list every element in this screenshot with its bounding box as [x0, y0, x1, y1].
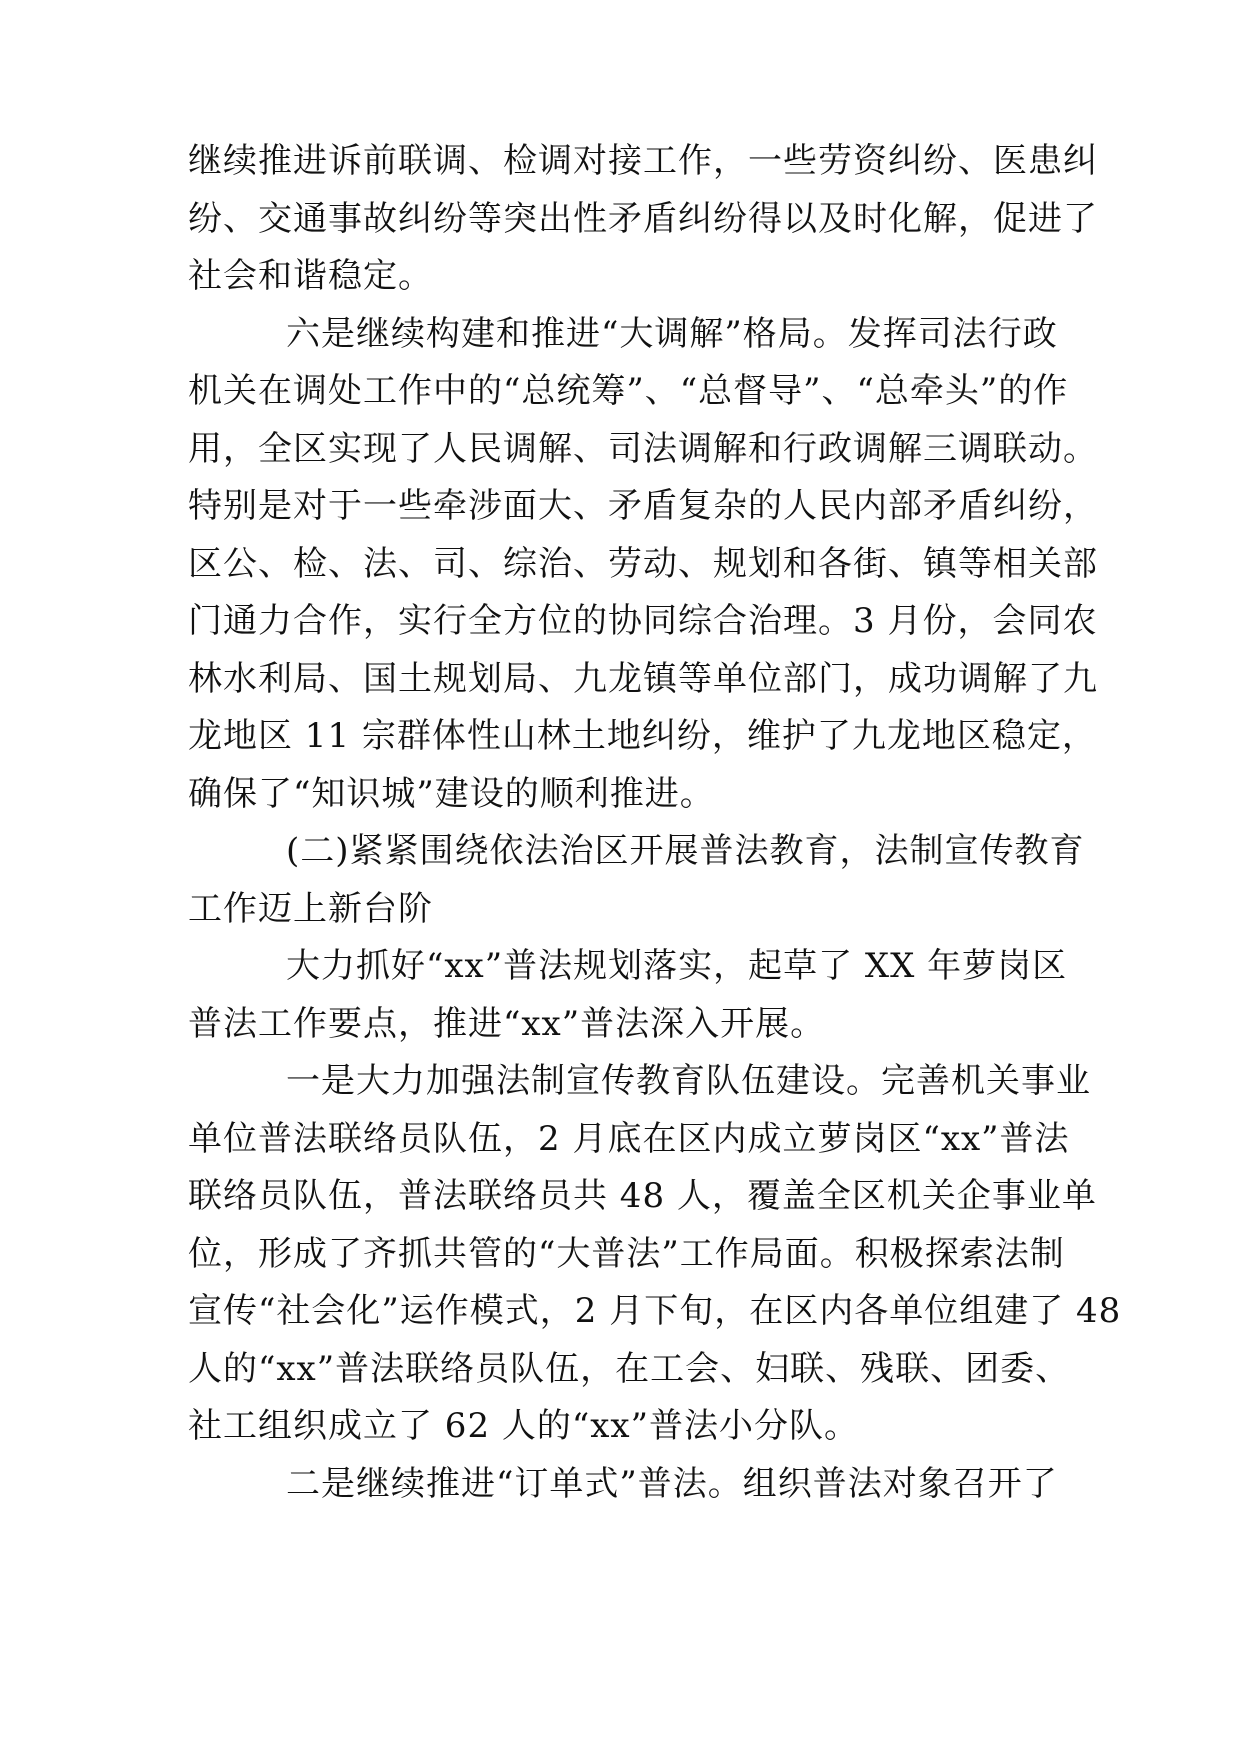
text-line: 继续推进诉前联调、检调对接工作，一些劳资纠纷、医患纠 [188, 141, 1098, 181]
text-line: 纷、交通事故纠纷等突出性矛盾纠纷得以及时化解，促进了 [188, 198, 1098, 239]
text-line: 单位普法联络员队伍，2 月底在区内成立萝岗区“xx”普法 [188, 1118, 1070, 1159]
text-line: 普法工作要点，推进“xx”普法深入开展。 [188, 1003, 826, 1044]
text-line: 用，全区实现了人民调解、司法调解和行政调解三调联动。 [188, 428, 1098, 469]
text-line: 位，形成了齐抓共管的“大普法”工作局面。积极探索法制 [188, 1233, 1065, 1274]
text-line: 龙地区 11 宗群体性山林土地纠纷，维护了九龙地区稳定， [188, 716, 1097, 756]
text-line: 区公、检、法、司、综治、劳动、规划和各街、镇等相关部 [188, 543, 1098, 584]
text-line: 林水利局、国土规划局、九龙镇等单位部门，成功调解了九 [188, 658, 1098, 699]
paragraph-start-line: 六是继续构建和推进“大调解”格局。发挥司法行政 [286, 313, 1058, 354]
paragraph-start-line: 大力抓好“xx”普法规划落实，起草了 XX 年萝岗区 [286, 946, 1068, 986]
text-line: 宣传“社会化”运作模式，2 月下旬，在区内各单位组建了 48 [188, 1291, 1122, 1331]
text-line: 机关在调处工作中的“总统筹”、“总督导”、“总牵头”的作 [188, 371, 1069, 411]
section-heading-line: 工作迈上新台阶 [188, 888, 433, 929]
text-line: 社会和谐稳定。 [188, 256, 433, 296]
text-line: 人的“xx”普法联络员队伍，在工会、妇联、残联、团委、 [188, 1348, 1071, 1389]
text-line: 社工组织成立了 62 人的“xx”普法小分队。 [188, 1406, 859, 1446]
paragraph-start-line: 二是继续推进“订单式”普法。组织普法对象召开了 [286, 1463, 1058, 1504]
section-heading-line: (二)紧紧围绕依法治区开展普法教育，法制宣传教育 [286, 831, 1085, 871]
text-line: 联络员队伍，普法联络员共 48 人，覆盖全区机关企事业单 [188, 1176, 1097, 1216]
paragraph-start-line: 一是大力加强法制宣传教育队伍建设。完善机关事业 [286, 1061, 1091, 1101]
document-body [188, 133, 1122, 1513]
text-line: 确保了“知识城”建设的顺利推进。 [188, 773, 715, 814]
text-line: 特别是对于一些牵涉面大、矛盾复杂的人民内部矛盾纠纷， [188, 486, 1098, 526]
text-line: 门通力合作，实行全方位的协同综合治理。3 月份，会同农 [188, 601, 1098, 641]
